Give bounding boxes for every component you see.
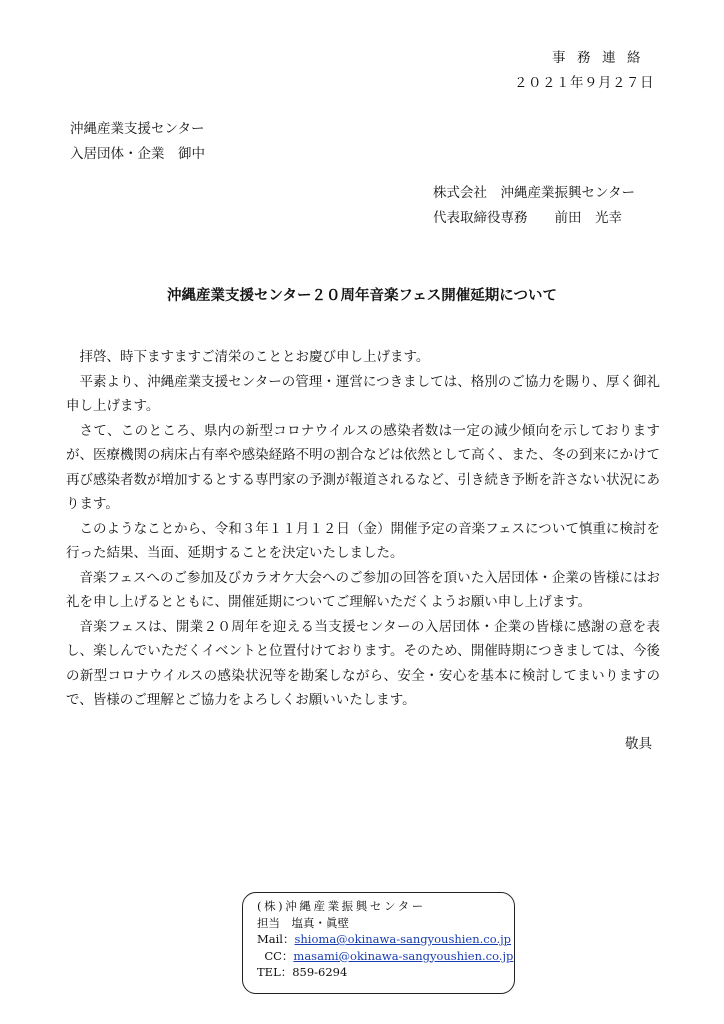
body-paragraph: 平素より、沖縄産業支援センターの管理・運営につきましては、格別のご協力を賜り、厚く御礼申し上げます。 [66,373,660,414]
document-type: 事務連絡 [552,50,652,66]
letter-body [66,345,660,713]
contact-cc-row [257,948,514,965]
recipient-addressee: 入居団体・企業 御中 [70,146,205,162]
cc-mail-link[interactable]: masami@okinawa-sangyoushien.co.jp [293,948,514,963]
mail-label: Mail： [257,932,295,946]
contact-person: 担当 塩真・眞壁 [257,915,349,930]
recipient-organization: 沖縄産業支援センター [70,121,205,137]
body-paragraph: さて、このところ、県内の新型コロナウイルスの感染者数は一定の減少傾向を示しておりますが、医療機関の病床占有率や感染経路不明の割合などは依然として高く、また、冬の到来にかけて再び感染者数が増加するとする専門家の予測が報道されるなど、引き続き予断を許さない状況にあります。 [66,422,660,512]
body-paragraph: 音楽フェスへのご参加及びカラオケ大会へのご参加の回答を頂いた入居団体・企業の皆様にはお礼を申し上げるとともに、開催延期についてご理解いただくようお願い申し上げます。 [66,569,660,610]
document-title: 沖縄産業支援センター２０周年音楽フェス開催延期について [167,288,557,304]
sender-representative: 代表取締役専務 前田 光幸 [433,210,622,226]
sender-company: 株式会社 沖縄産業振興センター [433,185,635,201]
body-paragraph: 音楽フェスは、開業２０周年を迎える当支援センターの入居団体・企業の皆様に感謝の意を表し、楽しんでいただくイベントと位置付けております。そのため、開催時期につきましては、今後の新型コロナウイルスの感染状況等を勘案しながら、安全・安心を基本に検討してまいりますので、皆様のご理解とご協力をよろしくお願いいたします。 [66,618,660,708]
body-paragraph: 拝啓、時下ますますご清栄のこととお慶び申し上げます。 [79,349,430,365]
cc-label: CC： [264,948,294,963]
mail-link[interactable]: shioma@okinawa-sangyoushien.co.jp [294,932,512,946]
contact-mail-row [257,931,514,948]
contact-box [242,892,515,994]
contact-organization: (株)沖縄産業振興センター [257,899,426,913]
body-paragraph: このようなことから、令和３年１１月１２日（金）開催予定の音楽フェスについて慎重に検討を行った結果、当面、延期することを決定いたしました。 [66,520,660,561]
closing-salutation: 敬具 [625,736,652,752]
contact-telephone: TEL：859-6294 [257,965,348,979]
document-date: ２０２１年９月２７日 [514,75,654,91]
